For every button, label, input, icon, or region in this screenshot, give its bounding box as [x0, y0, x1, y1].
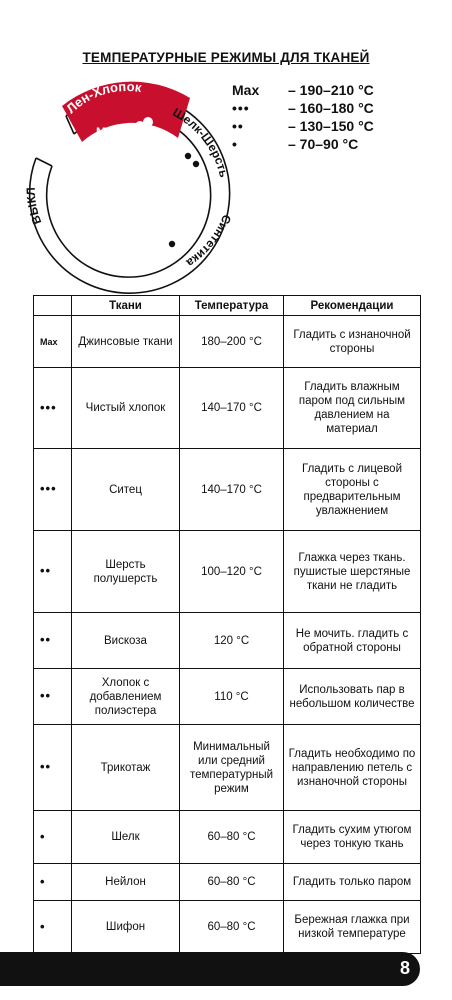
legend-range: – 70–90 °C	[288, 136, 359, 152]
temperature-cell: 60–80 °C	[180, 811, 284, 864]
dial-silk-label: Шелк-Шерсть	[170, 105, 232, 179]
table-row	[34, 901, 421, 954]
mode-symbol: ••	[40, 632, 52, 647]
legend-row	[232, 136, 432, 154]
temperature-legend	[232, 82, 432, 154]
dial-max-label: MAX	[96, 125, 123, 139]
table-row	[34, 669, 421, 725]
legend-row	[232, 82, 432, 100]
temperature-cell: 140–170 °C	[180, 368, 284, 449]
header-mode	[34, 296, 72, 316]
svg-text:Синтетика	[184, 213, 234, 271]
legend-symbol: Max	[232, 82, 260, 98]
table-row	[34, 811, 421, 864]
page-number: 8	[399, 958, 410, 978]
legend-symbol: •••	[232, 100, 250, 116]
recommendation-cell: Бережная глажка при низкой температуре	[284, 901, 421, 954]
fabric-cell: Ситец	[72, 449, 180, 531]
legend-row	[232, 100, 432, 118]
mode-symbol: •	[40, 918, 46, 934]
dial-dot-synth	[169, 241, 175, 247]
dial-linen-label: Лен-Хлопок	[63, 78, 143, 117]
fabric-temperature-table	[33, 295, 421, 954]
temperature-cell: 110 °C	[180, 669, 284, 725]
mode-symbol: ••	[40, 688, 52, 703]
page-title: ТЕМПЕРАТУРНЫЕ РЕЖИМЫ ДЛЯ ТКАНЕЙ	[82, 50, 370, 65]
recommendation-cell: Гладить с лицевой стороны с предварительным увлажнением	[284, 449, 421, 531]
legend-symbol: ••	[232, 118, 244, 134]
temperature-cell: 60–80 °C	[180, 901, 284, 954]
table-row	[34, 531, 421, 613]
fabric-cell: Чистый хлопок	[72, 368, 180, 449]
temperature-dial-diagram	[22, 78, 242, 298]
legend-range: – 160–180 °C	[288, 100, 374, 116]
dial-synth-label: Синтетика	[183, 212, 235, 271]
fabric-cell: Нейлон	[72, 864, 180, 901]
mode-symbol: •••	[40, 481, 57, 496]
table-row	[34, 864, 421, 901]
temperature-cell: 120 °C	[180, 613, 284, 669]
fabric-cell: Шерсть полушерсть	[72, 531, 180, 613]
page-footer-bar	[0, 952, 452, 986]
mode-symbol: Max	[40, 336, 58, 347]
svg-text:Шелк-Шерсть	[170, 105, 231, 179]
footer-bar-shape	[0, 952, 420, 986]
dial-dots-silk	[185, 153, 199, 167]
fabric-cell: Хлопок с добавлением полиэстера	[72, 669, 180, 725]
recommendation-cell: Гладить с изнаночной стороны	[284, 316, 421, 368]
header-temperature: Температура	[180, 296, 284, 316]
mode-symbol: ••	[40, 563, 52, 578]
temperature-cell: 60–80 °C	[180, 864, 284, 901]
mode-symbol: •	[40, 873, 46, 889]
temperature-cell: 100–120 °C	[180, 531, 284, 613]
recommendation-cell: Гладить необходимо по направлению петель с изнаночной стороны	[284, 725, 421, 811]
table-row	[34, 316, 421, 368]
table-row	[34, 613, 421, 669]
recommendation-cell: Не мочить. гладить с обратной стороны	[284, 613, 421, 669]
legend-symbol: •	[232, 136, 238, 152]
recommendation-cell: Гладить только паром	[284, 864, 421, 901]
legend-range: – 130–150 °C	[288, 118, 374, 134]
table-row	[34, 368, 421, 449]
fabric-cell: Джинсовые ткани	[72, 316, 180, 368]
temperature-cell: Минимальный или средний температурный режим	[180, 725, 284, 811]
table-row	[34, 449, 421, 531]
mode-symbol: •	[40, 828, 46, 844]
recommendation-cell: Использовать пар в небольшом количестве	[284, 669, 421, 725]
legend-range: – 190–210 °C	[288, 82, 374, 98]
header-recommendations: Рекомендации	[284, 296, 421, 316]
header-fabric: Ткани	[72, 296, 180, 316]
svg-text:ВЫКЛ	[24, 187, 45, 226]
fabric-cell: Шифон	[72, 901, 180, 954]
table-header-row	[34, 296, 421, 316]
recommendation-cell: Гладить сухим утюгом через тонкую ткань	[284, 811, 421, 864]
legend-row	[232, 118, 432, 136]
dial-off-label: ВЫКЛ	[23, 187, 45, 227]
table-row	[34, 725, 421, 811]
mode-symbol: ••	[40, 759, 52, 774]
fabric-cell: Трикотаж	[72, 725, 180, 811]
mode-symbol: •••	[40, 399, 57, 415]
temperature-cell: 180–200 °C	[180, 316, 284, 368]
fabric-cell: Шелк	[72, 811, 180, 864]
temperature-cell: 140–170 °C	[180, 449, 284, 531]
recommendation-cell: Гладить влажным паром под сильным давлением на материал	[284, 368, 421, 449]
recommendation-cell: Глажка через ткань. пушистые шерстяные ткани не гладить	[284, 531, 421, 613]
fabric-cell: Вискоза	[72, 613, 180, 669]
